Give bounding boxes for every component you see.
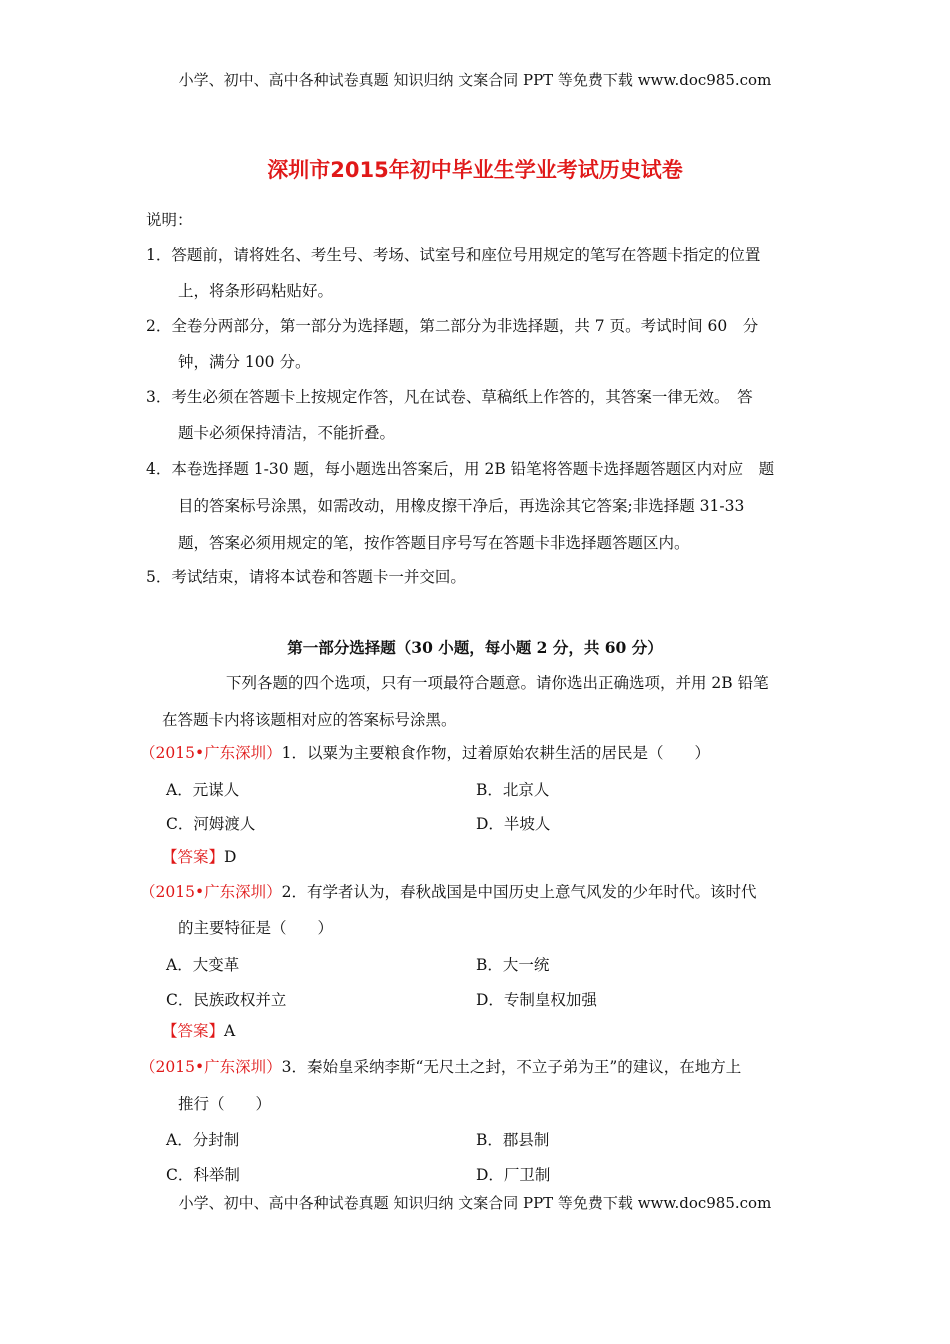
answer-value: D: [224, 848, 237, 866]
option-b: B．郡县制: [476, 1131, 550, 1149]
option-b: B．北京人: [476, 781, 550, 799]
question-source: （2015•广东深圳）: [140, 883, 282, 901]
option-c: C．河姆渡人: [166, 815, 256, 833]
instruction-line: 上，将条形码粘贴好。: [178, 282, 334, 300]
option-a: A．元谋人: [166, 781, 240, 799]
question-source: （2015•广东深圳）: [140, 1058, 282, 1076]
question-text: 2．有学者认为，春秋战国是中国历史上意气风发的少年时代。该时代: [281, 883, 757, 901]
question-text-cont: 的主要特征是（ ）: [178, 919, 334, 937]
instructions-label: 说明：: [146, 211, 193, 229]
section-intro: 在答题卡内将该题相对应的答案标号涂黑。: [162, 711, 457, 729]
option-d: D．厂卫制: [476, 1166, 551, 1184]
answer: [162, 1021, 235, 1041]
instruction-line: 3．考生必须在答题卡上按规定作答，凡在试卷、草稿纸上作答的，其答案一律无效。 答: [146, 388, 753, 406]
page-footer: 小学、初中、高中各种试卷真题 知识归纳 文案合同 PPT 等免费下载 www.doc985.com: [178, 1194, 772, 1212]
option-d: D．专制皇权加强: [476, 991, 597, 1009]
section-heading: 第一部分选择题（30 小题，每小题 2 分，共 60 分）: [287, 638, 663, 657]
question-source: （2015•广东深圳）: [140, 744, 282, 762]
option-a: A．大变革: [166, 956, 240, 974]
answer-label: 【答案】: [162, 1022, 225, 1040]
instruction-line: 4．本卷选择题 1-30 题，每小题选出答案后，用 2B 铅笔将答题卡选择题答题区内对应 题: [146, 460, 775, 478]
instruction-line: 1．答题前，请将姓名、考生号、考场、试室号和座位号用规定的笔写在答题卡指定的位置: [146, 246, 761, 264]
question-text-cont: 推行（ ）: [178, 1095, 272, 1113]
option-c: C．科举制: [166, 1166, 240, 1184]
option-b: B．大一统: [476, 956, 550, 974]
question-3: [140, 1057, 741, 1077]
instruction-line: 题，答案必须用规定的笔，按作答题目序号写在答题卡非选择题答题区内。: [178, 534, 690, 552]
option-a: A．分封制: [166, 1131, 240, 1149]
instruction-line: 5．考试结束，请将本试卷和答题卡一并交回。: [146, 568, 466, 586]
option-d: D．半坡人: [476, 815, 551, 833]
instruction-line: 钟，满分 100 分。: [178, 353, 311, 371]
answer: [162, 847, 236, 867]
section-intro: 下列各题的四个选项，只有一项最符合题意。请你选出正确选项，并用 2B 铅笔: [226, 674, 769, 692]
page-title: 深圳市2015年初中毕业生学业考试历史试卷: [267, 158, 683, 182]
answer-value: A: [224, 1022, 236, 1040]
question-text: 1．以粟为主要粮食作物，过着原始农耕生活的居民是（ ）: [281, 744, 710, 762]
question-2: [140, 882, 756, 902]
question-1: [140, 743, 710, 763]
instruction-line: 题卡必须保持清洁，不能折叠。: [178, 424, 396, 442]
question-text: 3．秦始皇采纳李斯“无尺土之封，不立子弟为王”的建议，在地方上: [281, 1058, 742, 1076]
option-c: C．民族政权并立: [166, 991, 287, 1009]
instruction-line: 2．全卷分两部分，第一部分为选择题，第二部分为非选择题，共 7 页。考试时间 60 分: [146, 317, 759, 335]
page-header: 小学、初中、高中各种试卷真题 知识归纳 文案合同 PPT 等免费下载 www.doc985.com: [178, 71, 772, 89]
instruction-line: 目的答案标号涂黑，如需改动，用橡皮擦干净后，再选涂其它答案;非选择题 31-33: [178, 497, 745, 515]
answer-label: 【答案】: [162, 848, 225, 866]
